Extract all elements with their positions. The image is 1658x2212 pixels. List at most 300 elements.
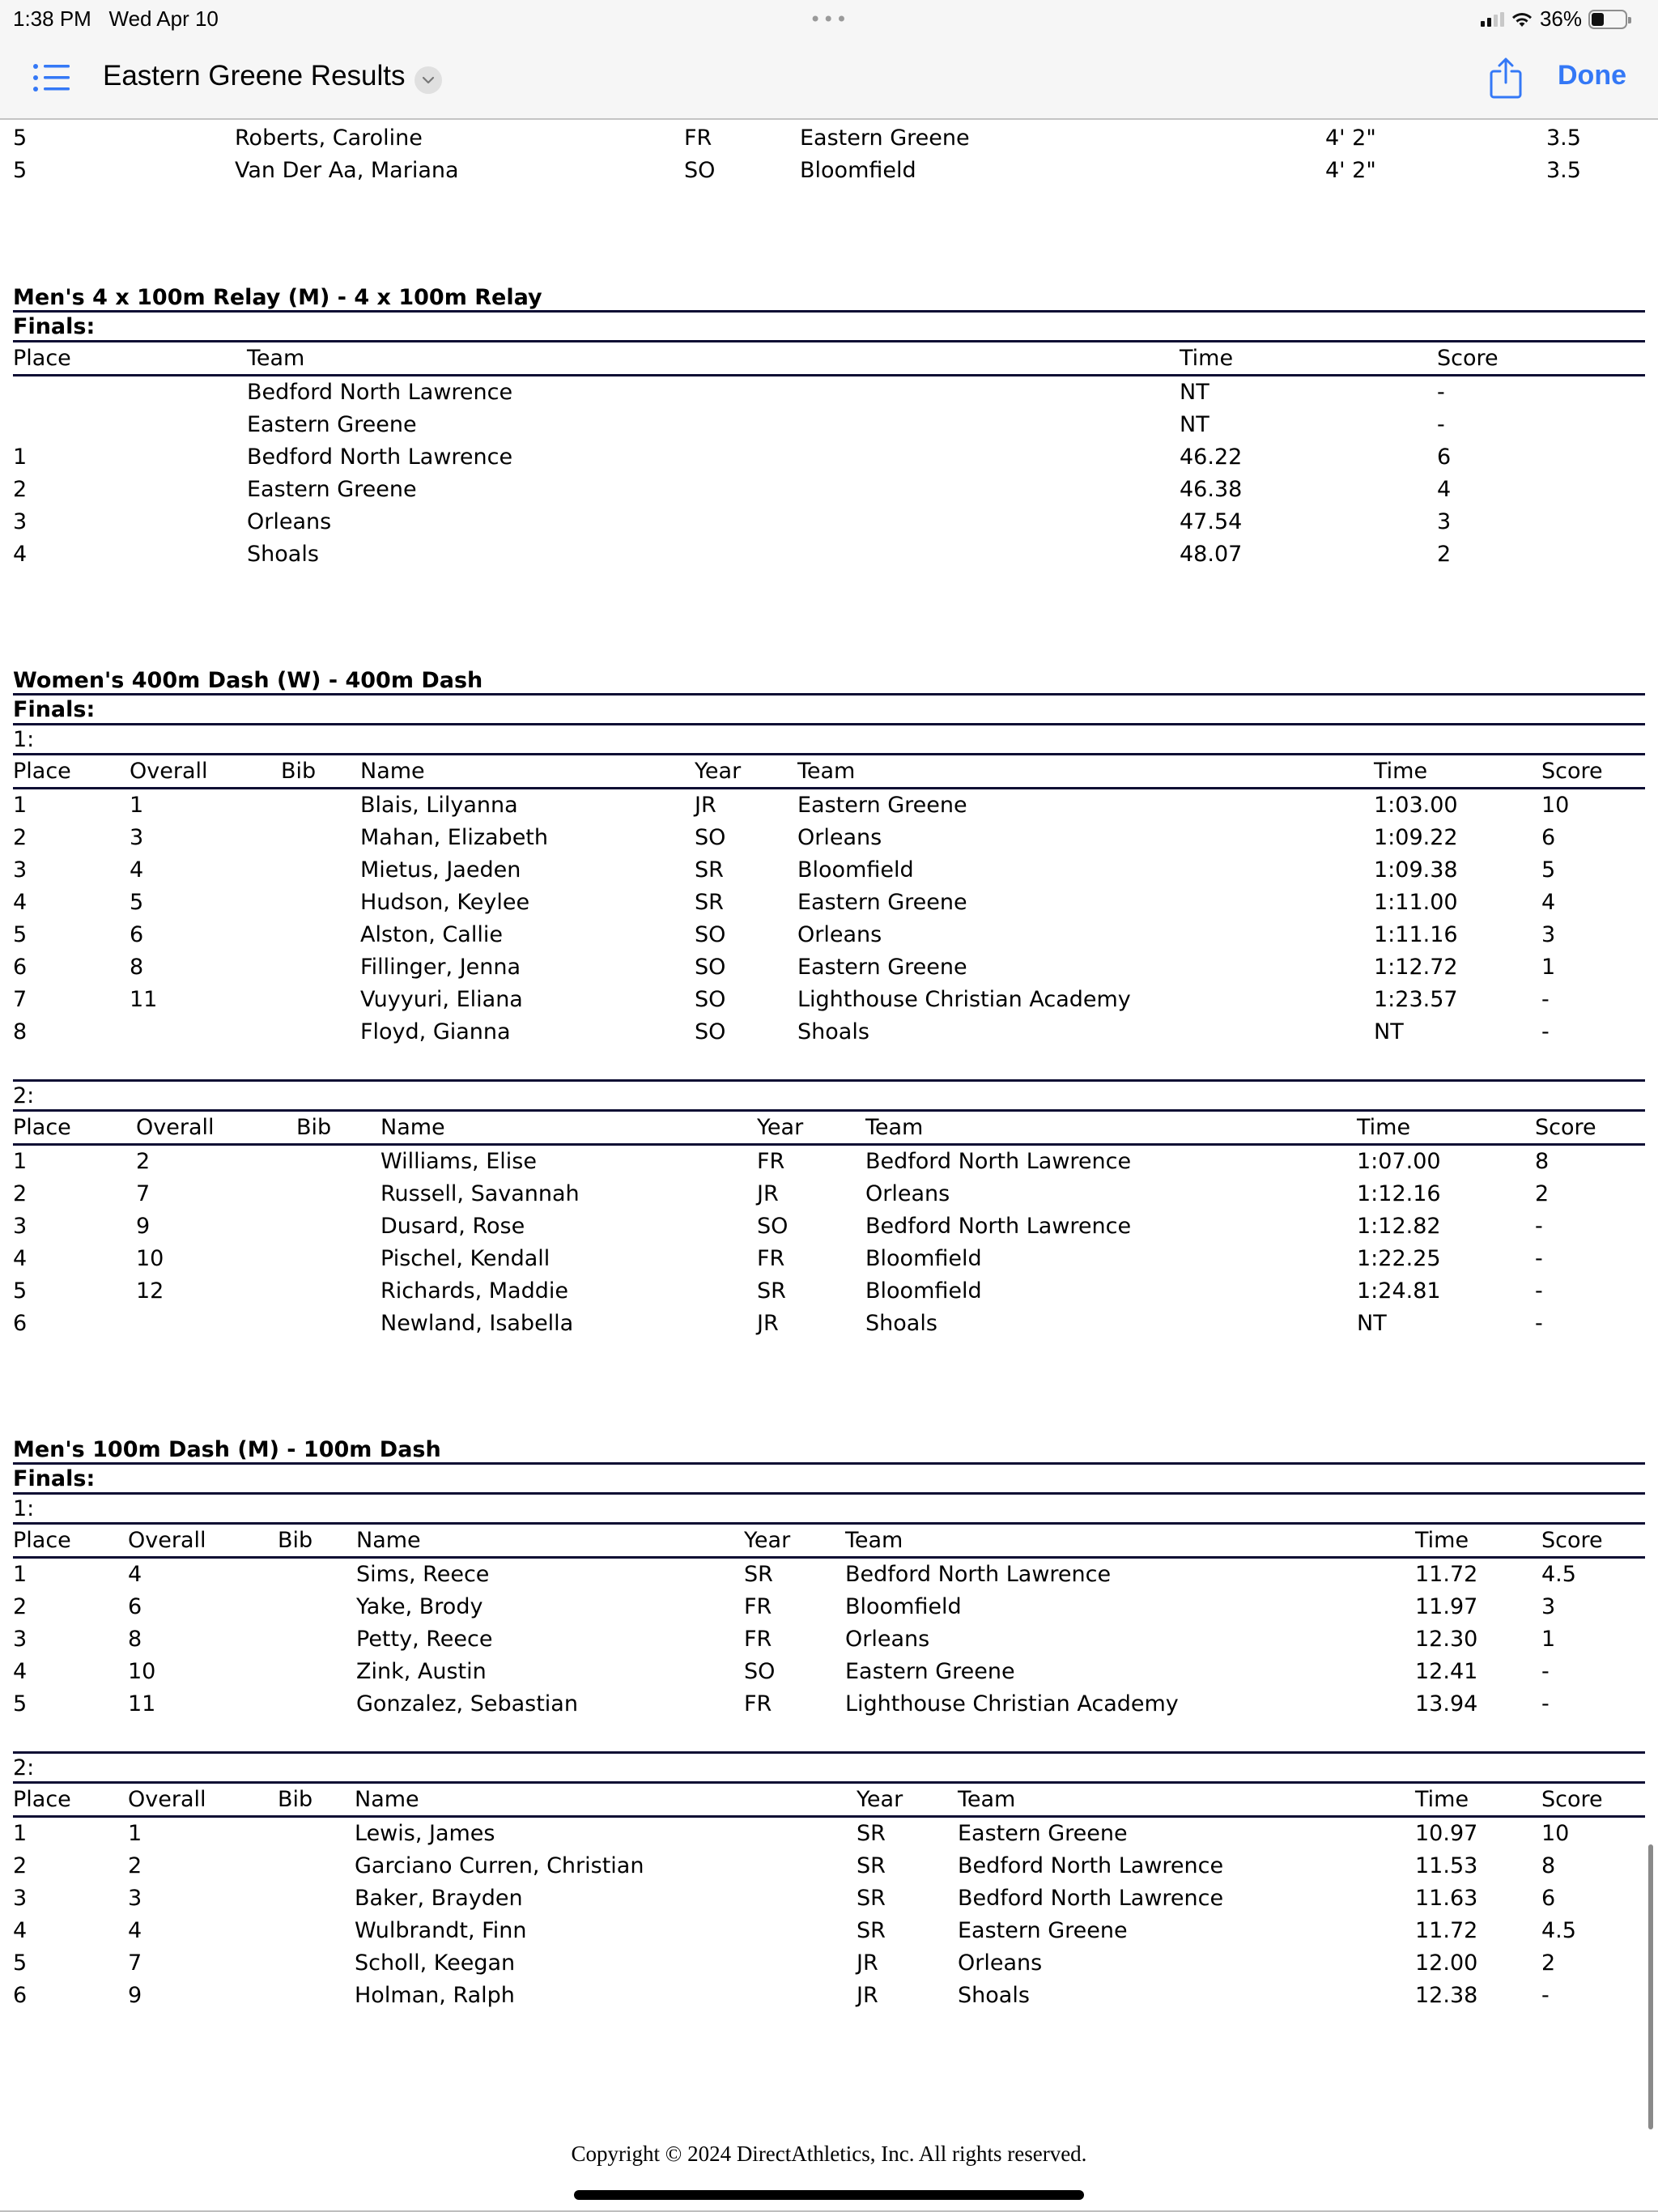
copyright-footer: Copyright © 2024 DirectAthletics, Inc. All rights reserved.: [571, 2142, 1087, 2166]
cell-overall: 6: [128, 1594, 142, 1619]
cell-time: 1:11.00: [1374, 890, 1458, 915]
cell-team: Team: [797, 759, 856, 784]
cell-name: Scholl, Keegan: [355, 1950, 516, 1976]
cell-year: SR: [857, 1853, 886, 1878]
cell-name: Alston, Callie: [360, 922, 503, 947]
cell-time: 1:24.81: [1357, 1278, 1441, 1304]
table-row: [0, 1275, 1658, 1308]
cell-time: NT: [1180, 380, 1209, 405]
share-icon[interactable]: [1490, 57, 1522, 99]
cell-team: Bedford North Lawrence: [865, 1214, 1132, 1239]
cell-year: FR: [684, 125, 712, 151]
title-menu-button[interactable]: [414, 66, 442, 94]
cell-year: SO: [695, 825, 726, 850]
table-row: [0, 887, 1658, 919]
cell-time: 1:09.22: [1374, 825, 1458, 850]
cell-score: 1: [1541, 1627, 1556, 1652]
cell-year: Year: [695, 759, 742, 784]
cell-score: 3: [1437, 509, 1452, 534]
cell-time: 12.00: [1415, 1950, 1478, 1976]
cell-time: 11.63: [1415, 1886, 1478, 1911]
table-row: [0, 1559, 1658, 1591]
multitasking-dots-icon[interactable]: •••: [810, 8, 849, 31]
cell-name: Name: [360, 759, 425, 784]
cell-time: 11.72: [1415, 1562, 1478, 1587]
cell-team: Eastern Greene: [797, 955, 967, 980]
event-title-underline: [13, 310, 1645, 313]
list-icon[interactable]: [32, 62, 71, 94]
cell-place: 4: [13, 1246, 28, 1271]
cell-name: Fillinger, Jenna: [360, 955, 521, 980]
table-header: [0, 1112, 1658, 1144]
table-row: [0, 854, 1658, 887]
cell-team: Eastern Greene: [797, 890, 967, 915]
cell-team: Bloomfield: [865, 1246, 982, 1271]
cell-score: Score: [1541, 759, 1603, 784]
cell-place: 7: [13, 987, 28, 1012]
cell-time: Time: [1415, 1528, 1469, 1553]
cell-time: Time: [1357, 1115, 1411, 1140]
cell-team: Shoals: [247, 542, 319, 567]
cell-year: SR: [744, 1562, 773, 1587]
cell-score: 8: [1535, 1149, 1550, 1174]
cell-year: SO: [695, 922, 726, 947]
cell-place: 3: [13, 1886, 28, 1911]
cell-overall: 4: [130, 857, 144, 883]
cell-team: Bloomfield: [800, 158, 916, 183]
cell-overall: 1: [128, 1821, 142, 1846]
cell-score: -: [1541, 1983, 1550, 2008]
cell-score: -: [1541, 987, 1550, 1012]
table-row: [0, 1146, 1658, 1178]
cell-place: Place: [13, 1115, 71, 1140]
cell-year: SO: [757, 1214, 789, 1239]
cell-overall: 11: [130, 987, 158, 1012]
battery-percent: 36%: [1539, 6, 1582, 31]
cell-name: Newland, Isabella: [380, 1311, 574, 1336]
table-row: [0, 1591, 1658, 1623]
cell-year: SO: [695, 1019, 726, 1044]
cell-team: Eastern Greene: [247, 412, 417, 437]
table-header: [0, 1784, 1658, 1816]
table-row: [0, 951, 1658, 984]
wifi-icon: [1511, 11, 1533, 28]
cell-score: 6: [1437, 445, 1452, 470]
table-row: [0, 506, 1658, 538]
cell-score: 1: [1541, 955, 1556, 980]
cell-score: Score: [1535, 1115, 1596, 1140]
table-row: [0, 1178, 1658, 1210]
cell-score: 4.5: [1541, 1562, 1576, 1587]
cell-name: Russell, Savannah: [380, 1181, 580, 1206]
cell-score: -: [1535, 1311, 1543, 1336]
cell-overall: Overall: [136, 1115, 215, 1140]
cell-team: Bedford North Lawrence: [958, 1853, 1224, 1878]
cell-year: SO: [695, 987, 726, 1012]
cell-team: Orleans: [845, 1627, 930, 1652]
cell-time: 1:03.00: [1374, 793, 1458, 818]
heat-label: 2:: [13, 1755, 35, 1780]
cell-time: 1:11.16: [1374, 922, 1458, 947]
event-title: Men's 100m Dash (M) - 100m Dash: [13, 1437, 441, 1462]
cell-team: Eastern Greene: [800, 125, 970, 151]
vertical-scrollbar[interactable]: [1648, 1844, 1653, 2129]
cell-time: NT: [1180, 412, 1209, 437]
cell-score: 3: [1541, 922, 1556, 947]
cell-name: Pischel, Kendall: [380, 1246, 551, 1271]
table-header: [0, 342, 1658, 375]
table-row: [0, 474, 1658, 506]
cell-team: Lighthouse Christian Academy: [845, 1691, 1179, 1716]
home-indicator[interactable]: [574, 2190, 1084, 2200]
cell-place: 5: [13, 922, 28, 947]
cell-time: 1:22.25: [1357, 1246, 1441, 1271]
cell-time: 10.97: [1415, 1821, 1478, 1846]
cell-place: 5: [13, 1278, 28, 1304]
cell-year: FR: [744, 1627, 772, 1652]
cell-score: -: [1437, 412, 1445, 437]
cell-time: NT: [1357, 1311, 1387, 1336]
cell-time: 46.38: [1180, 477, 1243, 502]
cell-name: Mahan, Elizabeth: [360, 825, 549, 850]
cell-place: 3: [13, 1627, 28, 1652]
cell-place: 6: [13, 1983, 28, 2008]
cell-team: Orleans: [797, 825, 882, 850]
cell-overall: Overall: [128, 1528, 206, 1553]
cell-team: Orleans: [797, 922, 882, 947]
cell-year: JR: [857, 1950, 878, 1976]
table-row: [0, 1623, 1658, 1656]
cell-place: 3: [13, 509, 28, 534]
cell-year: SO: [684, 158, 716, 183]
table-row: [0, 984, 1658, 1016]
cell-team: Orleans: [247, 509, 332, 534]
cell-score: 10: [1541, 793, 1570, 818]
cell-time: Time: [1180, 346, 1234, 371]
cell-score: 6: [1541, 825, 1556, 850]
cell-time: 1:12.82: [1357, 1214, 1441, 1239]
cell-place: 2: [13, 1853, 28, 1878]
event-title: Men's 4 x 100m Relay (M) - 4 x 100m Relay: [13, 285, 542, 310]
cell-score: -: [1541, 1691, 1550, 1716]
cell-score: -: [1437, 380, 1445, 405]
cell-time: 11.72: [1415, 1918, 1478, 1943]
table-row: [0, 122, 1658, 155]
heat-label: 1:: [13, 1496, 35, 1521]
top-bar: [0, 0, 1658, 120]
cell-place: 3: [13, 1214, 28, 1239]
cell-team: Team: [865, 1115, 924, 1140]
divider-line: [13, 1492, 1645, 1495]
status-clock: 1:38 PM: [13, 6, 91, 31]
round-title: Finals:: [13, 697, 96, 722]
table-header: [0, 1525, 1658, 1557]
cell-place: 4: [13, 1659, 28, 1684]
cell-name: Lewis, James: [355, 1821, 495, 1846]
cell-team: Bloomfield: [797, 857, 914, 883]
cell-year: Year: [744, 1528, 791, 1553]
cell-year: SO: [695, 955, 726, 980]
divider-line: [13, 1751, 1645, 1754]
cell-team: Team: [958, 1787, 1016, 1812]
cell-overall: 8: [130, 955, 144, 980]
cell-place: 2: [13, 1181, 28, 1206]
cell-place: 4: [13, 542, 28, 567]
cell-score: 5: [1541, 857, 1556, 883]
cell-overall: 1: [130, 793, 144, 818]
table-row: [0, 1947, 1658, 1980]
cell-score: 2: [1535, 1181, 1550, 1206]
cell-place: 1: [13, 793, 28, 818]
cell-overall: 7: [128, 1950, 142, 1976]
chevron-down-icon: [422, 76, 435, 84]
cell-name: Hudson, Keylee: [360, 890, 530, 915]
cell-overall: 7: [136, 1181, 151, 1206]
cell-year: JR: [695, 793, 716, 818]
cell-year: SR: [695, 857, 724, 883]
cell-year: Year: [757, 1115, 804, 1140]
cell-name: Vuyyuri, Eliana: [360, 987, 523, 1012]
table-row: [0, 822, 1658, 854]
cell-overall: Overall: [128, 1787, 206, 1812]
cell-team: Bedford North Lawrence: [958, 1886, 1224, 1911]
cell-place: 1: [13, 445, 28, 470]
cell-year: FR: [744, 1594, 772, 1619]
table-row: [0, 919, 1658, 951]
event-title-underline: [13, 1462, 1645, 1465]
cell-score: 10: [1541, 1821, 1570, 1846]
cell-place: 1: [13, 1149, 28, 1174]
cell-overall: 4: [128, 1918, 142, 1943]
cell-score: 3.5: [1546, 125, 1581, 151]
cell-year: SO: [744, 1659, 776, 1684]
cell-time: 1:09.38: [1374, 857, 1458, 883]
cell-overall: 6: [130, 922, 144, 947]
cell-year: SR: [857, 1821, 886, 1846]
cell-name: Name: [356, 1528, 421, 1553]
cell-score: -: [1535, 1278, 1543, 1304]
cell-time: 1:23.57: [1374, 987, 1458, 1012]
cell-place: 5: [13, 1691, 28, 1716]
cell-name: Gonzalez, Sebastian: [356, 1691, 578, 1716]
cell-bib: Bib: [281, 759, 317, 784]
cell-name: Zink, Austin: [356, 1659, 487, 1684]
cell-name: Floyd, Gianna: [360, 1019, 511, 1044]
round-title: Finals:: [13, 1466, 96, 1491]
cell-time: 1:12.72: [1374, 955, 1458, 980]
cell-name: Garciano Curren, Christian: [355, 1853, 644, 1878]
cell-place: 1: [13, 1562, 28, 1587]
table-row: [0, 1980, 1658, 2012]
table-row: [0, 441, 1658, 474]
cell-team: Eastern Greene: [958, 1918, 1128, 1943]
cell-place: 2: [13, 825, 28, 850]
cell-place: 5: [13, 125, 28, 151]
table-row: [0, 538, 1658, 571]
cell-overall: 11: [128, 1691, 156, 1716]
cell-time: 12.41: [1415, 1659, 1478, 1684]
cell-overall: 8: [128, 1627, 142, 1652]
table-row: [0, 1243, 1658, 1275]
table-row: [0, 376, 1658, 409]
cell-overall: 2: [136, 1149, 151, 1174]
cell-team: Shoals: [958, 1983, 1030, 2008]
cell-team: Bedford North Lawrence: [845, 1562, 1112, 1587]
cell-name: Richards, Maddie: [380, 1278, 568, 1304]
cell-team: Shoals: [865, 1311, 937, 1336]
cell-place: 8: [13, 1019, 28, 1044]
cell-score: -: [1535, 1214, 1543, 1239]
cell-team: Bedford North Lawrence: [247, 380, 513, 405]
round-title: Finals:: [13, 314, 96, 339]
cell-time: 46.22: [1180, 445, 1243, 470]
cell-score: -: [1541, 1659, 1550, 1684]
cell-time: 12.30: [1415, 1627, 1478, 1652]
cell-year: JR: [757, 1311, 779, 1336]
cell-year: FR: [757, 1246, 785, 1271]
cell-score: -: [1541, 1019, 1550, 1044]
cell-name: Name: [355, 1787, 419, 1812]
cell-team: Team: [845, 1528, 903, 1553]
cell-place: 2: [13, 1594, 28, 1619]
cell-name: Holman, Ralph: [355, 1983, 515, 2008]
status-time: [13, 6, 219, 32]
cell-score: 4: [1437, 477, 1452, 502]
cell-place: 5: [13, 1950, 28, 1976]
cell-team: Orleans: [865, 1181, 950, 1206]
cell-time: 13.94: [1415, 1691, 1478, 1716]
cell-time: 1:12.16: [1357, 1181, 1441, 1206]
cell-score: 3: [1541, 1594, 1556, 1619]
cell-place: 3: [13, 857, 28, 883]
cell-time: NT: [1374, 1019, 1404, 1044]
cell-team: Team: [247, 346, 305, 371]
cell-score: Score: [1541, 1787, 1603, 1812]
cell-name: Yake, Brody: [356, 1594, 483, 1619]
divider-line: [13, 1079, 1645, 1082]
cellular-signal-icon: [1481, 12, 1504, 27]
status-indicators: [1481, 6, 1627, 32]
cell-year: SR: [857, 1918, 886, 1943]
cell-team: Eastern Greene: [797, 793, 967, 818]
cell-overall: 12: [136, 1278, 164, 1304]
table-row: [0, 1818, 1658, 1850]
cell-team: Shoals: [797, 1019, 869, 1044]
cell-name: Mietus, Jaeden: [360, 857, 521, 883]
cell-bib: Bib: [278, 1528, 313, 1553]
cell-year: FR: [744, 1691, 772, 1716]
cell-time: 11.53: [1415, 1853, 1478, 1878]
cell-team: Eastern Greene: [845, 1659, 1015, 1684]
cell-score: 4.5: [1541, 1918, 1576, 1943]
cell-team: Lighthouse Christian Academy: [797, 987, 1131, 1012]
cell-score: 2: [1437, 542, 1452, 567]
cell-team: Bloomfield: [865, 1278, 982, 1304]
cell-time: 1:07.00: [1357, 1149, 1441, 1174]
cell-year: JR: [857, 1983, 878, 2008]
cell-place: 5: [13, 158, 28, 183]
cell-overall: 4: [128, 1562, 142, 1587]
cell-name: Roberts, Caroline: [235, 125, 423, 151]
cell-score: 6: [1541, 1886, 1556, 1911]
cell-team: Bedford North Lawrence: [247, 445, 513, 470]
cell-score: 8: [1541, 1853, 1556, 1878]
cell-place: Place: [13, 1787, 71, 1812]
cell-bib: Bib: [296, 1115, 332, 1140]
document-title: Eastern Greene Results: [103, 60, 406, 91]
cell-bib: Bib: [278, 1787, 313, 1812]
divider-line: [13, 723, 1645, 725]
table-row: [0, 1016, 1658, 1049]
cell-name: Wulbrandt, Finn: [355, 1918, 527, 1943]
cell-name: Dusard, Rose: [380, 1214, 525, 1239]
cell-overall: 9: [128, 1983, 142, 2008]
cell-place: 1: [13, 1821, 28, 1846]
cell-mark: 4' 2": [1325, 158, 1376, 183]
cell-year: Year: [857, 1787, 903, 1812]
cell-name: Name: [380, 1115, 445, 1140]
status-date: Wed Apr 10: [108, 6, 219, 31]
cell-overall: 5: [130, 890, 144, 915]
cell-name: Van Der Aa, Mariana: [235, 158, 459, 183]
cell-place: Place: [13, 346, 71, 371]
cell-year: SR: [695, 890, 724, 915]
cell-overall: Overall: [130, 759, 208, 784]
cell-score: 3.5: [1546, 158, 1581, 183]
cell-year: FR: [757, 1149, 785, 1174]
cell-mark: 4' 2": [1325, 125, 1376, 151]
cell-place: Place: [13, 1528, 71, 1553]
event-title: Women's 400m Dash (W) - 400m Dash: [13, 668, 483, 693]
cell-overall: 3: [128, 1886, 142, 1911]
cell-name: Sims, Reece: [356, 1562, 490, 1587]
table-header: [0, 755, 1658, 788]
cell-team: Eastern Greene: [247, 477, 417, 502]
cell-score: Score: [1437, 346, 1499, 371]
cell-place: 6: [13, 1311, 28, 1336]
cell-place: 6: [13, 955, 28, 980]
cell-team: Bloomfield: [845, 1594, 962, 1619]
event-title-underline: [13, 693, 1645, 696]
table-row: [0, 1915, 1658, 1947]
table-row: [0, 1210, 1658, 1243]
cell-team: Eastern Greene: [958, 1821, 1128, 1846]
cell-name: Blais, Lilyanna: [360, 793, 518, 818]
cell-time: 48.07: [1180, 542, 1243, 567]
heat-label: 1:: [13, 727, 35, 752]
table-row: [0, 1656, 1658, 1688]
cell-score: Score: [1541, 1528, 1603, 1553]
cell-year: SR: [857, 1886, 886, 1911]
cell-place: 2: [13, 477, 28, 502]
cell-place: Place: [13, 759, 71, 784]
cell-overall: 2: [128, 1853, 142, 1878]
cell-score: 4: [1541, 890, 1556, 915]
cell-time: 11.97: [1415, 1594, 1478, 1619]
table-row: [0, 1688, 1658, 1721]
cell-overall: 9: [136, 1214, 151, 1239]
cell-year: SR: [757, 1278, 786, 1304]
cell-time: 47.54: [1180, 509, 1243, 534]
cell-team: Orleans: [958, 1950, 1043, 1976]
cell-overall: 10: [128, 1659, 156, 1684]
cell-team: Bedford North Lawrence: [865, 1149, 1132, 1174]
cell-overall: 10: [136, 1246, 164, 1271]
cell-score: -: [1535, 1246, 1543, 1271]
done-button[interactable]: Done: [1558, 60, 1626, 91]
cell-place: 4: [13, 1918, 28, 1943]
cell-name: Williams, Elise: [380, 1149, 537, 1174]
